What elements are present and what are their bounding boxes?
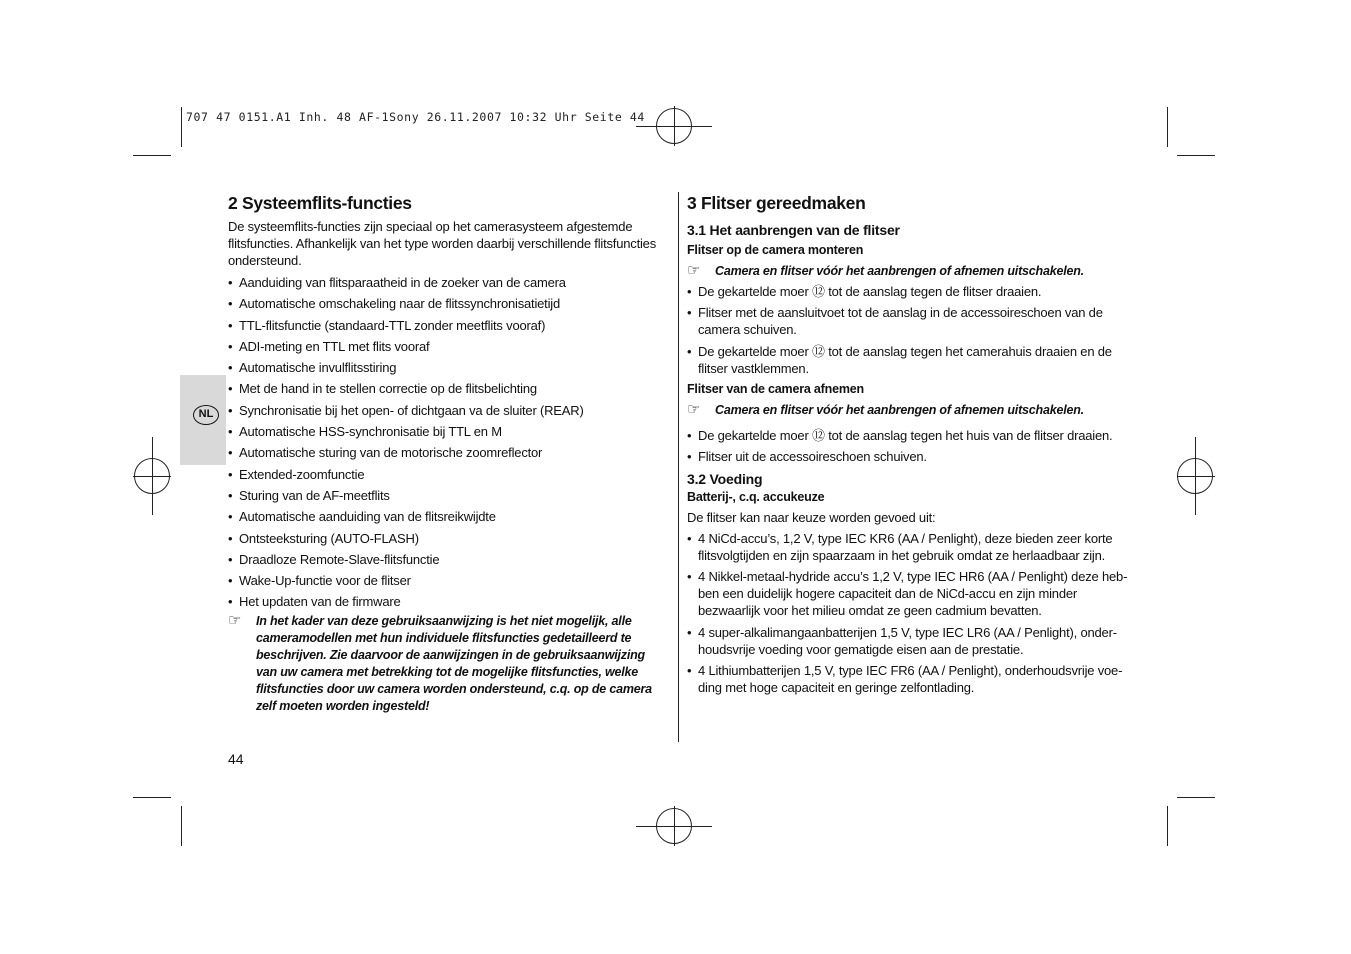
intro-paragraph: De flitser kan naar keuze worden gevoed uit:	[687, 510, 936, 526]
crop-mark	[1167, 806, 1168, 846]
crop-mark	[181, 107, 182, 147]
step-item: • Flitser met de aansluitvoet tot de aanslag in de accessoireschoen van de camera schuiven.	[687, 304, 1129, 338]
step-item: • De gekartelde moer ⑫ tot de aanslag tegen het huis van de flitser draaien.	[687, 427, 1129, 444]
crop-mark	[1167, 107, 1168, 147]
feature-list-item: • Het updaten van de firmware	[228, 593, 668, 610]
column-divider	[678, 192, 679, 742]
feature-list-item: • Automatische omschakeling naar de flitssynchronisatietijd	[228, 295, 668, 312]
crop-mark	[181, 806, 182, 846]
registration-line	[152, 437, 153, 515]
warning-note	[687, 402, 1129, 419]
section-title: 3 Flitser gereedmaken	[687, 193, 866, 213]
power-option-item: • 4 super-alkalimangaanbatterijen 1,5 V, type IEC LR6 (AA / Penlight), onderhoudsvrije voeding voor gematigde eisen aan de prestatie.	[687, 624, 1129, 658]
power-option-item: • 4 Lithiumbatterijen 1,5 V, type IEC FR6 (AA / Penlight), onderhoudsvrije voeding met hoge capaciteit en geringe zelfontlading.	[687, 662, 1129, 696]
feature-list-item: • Ontsteeksturing (AUTO-FLASH)	[228, 530, 668, 547]
power-option-item: • 4 NiCd-accu’s, 1,2 V, type IEC KR6 (AA / Penlight), deze bieden zeer korte flitsvolgtijden en zijn spaarzaam in het gebruik omdat ze herlaadbaar zijn.	[687, 530, 1129, 564]
step-item: • Flitser uit de accessoireschoen schuiven.	[687, 448, 1129, 465]
intro-paragraph: De systeemflits-functies zijn speciaal op het camerasysteem afgestemde flitsfuncties. Afhankelijk van het type worden daarbij verschillende flitsfuncties ondersteund.	[228, 219, 656, 268]
pointing-hand-icon: ☞	[687, 400, 701, 418]
feature-list-item: • Automatische aanduiding van de flitsreikwijdte	[228, 508, 668, 525]
language-badge: NL	[193, 405, 219, 425]
right-column	[687, 192, 1129, 700]
registration-line	[1195, 437, 1196, 515]
warning-note	[687, 263, 1129, 280]
mount-steps	[687, 283, 1129, 377]
power-option-item: • 4 Nikkel-metaal-hydride accu’s 1,2 V, type IEC HR6 (AA / Penlight) deze hebben een duidelijk hogere capaciteit dan de NiCd-accu en zijn minder bezwaarlijk voor het milieu omdat ze geen cadmium bevatten.	[687, 568, 1129, 619]
feature-list-item: • ADI-meting en TTL met flits vooraf	[228, 338, 668, 355]
note-text: In het kader van deze gebruiksaanwijzing is het niet mogelijk, alle cameramodellen met hun individuele flitsfuncties gedetailleerd te beschrijven. Zie daarvoor de aanwijzingen in de gebruiksaanwijzing van uw camera met betrekking tot de mogelijke flitsfuncties, welke flitsfuncties door uw camera worden ondersteund, c.q. op de camera zelf moeten worden ingesteld!	[256, 613, 652, 713]
crop-mark	[133, 797, 171, 798]
section-title: 2 Systeemflits-functies	[228, 193, 412, 213]
feature-list-item: • Sturing van de AF-meetflits	[228, 487, 668, 504]
registration-line	[674, 806, 675, 846]
feature-list-item: • Aanduiding van flitsparaatheid in de zoeker van de camera	[228, 274, 668, 291]
pointing-hand-icon: ☞	[687, 262, 701, 279]
feature-list	[228, 274, 668, 610]
crop-mark	[1177, 155, 1215, 156]
note-block	[228, 613, 668, 715]
crop-mark	[133, 155, 171, 156]
sub-heading: Flitser op de camera monteren	[687, 243, 864, 257]
sub-heading: Flitser van de camera afnemen	[687, 381, 864, 396]
feature-list-item: • TTL-flitsfunctie (standaard-TTL zonder meetflits vooraf)	[228, 317, 668, 334]
remove-steps	[687, 427, 1129, 465]
feature-list-item: • Synchronisatie bij het open- of dichtgaan va de sluiter (REAR)	[228, 402, 668, 419]
registration-line	[674, 106, 675, 146]
feature-list-item: • Wake-Up-functie voor de flitser	[228, 572, 668, 589]
registration-line	[1177, 476, 1215, 477]
feature-list-item: • Automatische sturing van de motorische zoomreflector	[228, 444, 668, 461]
feature-list-item: • Draadloze Remote-Slave-flitsfunctie	[228, 551, 668, 568]
crop-mark	[1177, 797, 1215, 798]
power-options	[687, 530, 1129, 696]
step-item: • De gekartelde moer ⑫ tot de aanslag tegen het camerahuis draaien en de flitser vastklemmen.	[687, 343, 1129, 377]
left-column	[228, 192, 668, 715]
warning-text: Camera en flitser vóór het aanbrengen of afnemen uitschakelen.	[715, 264, 1084, 278]
subsection-title: 3.1 Het aanbrengen van de flitser	[687, 222, 900, 238]
feature-list-item: • Met de hand in te stellen correctie op de flitsbelichting	[228, 380, 668, 397]
feature-list-item: • Extended-zoomfunctie	[228, 466, 668, 483]
feature-list-item: • Automatische HSS-synchronisatie bij TTL en M	[228, 423, 668, 440]
pointing-hand-icon: ☞	[228, 611, 242, 629]
warning-text: Camera en flitser vóór het aanbrengen of afnemen uitschakelen.	[715, 402, 1084, 417]
print-slug: 707 47 0151.A1 Inh. 48 AF-1Sony 26.11.2007 10:32 Uhr Seite 44	[186, 110, 645, 124]
sub-heading: Batterij-, c.q. accukeuze	[687, 490, 825, 505]
step-item: • De gekartelde moer ⑫ tot de aanslag tegen de flitser draaien.	[687, 283, 1129, 300]
feature-list-item: • Automatische invulflitsstiring	[228, 359, 668, 376]
subsection-title: 3.2 Voeding	[687, 471, 763, 488]
page-number: 44	[228, 751, 244, 767]
